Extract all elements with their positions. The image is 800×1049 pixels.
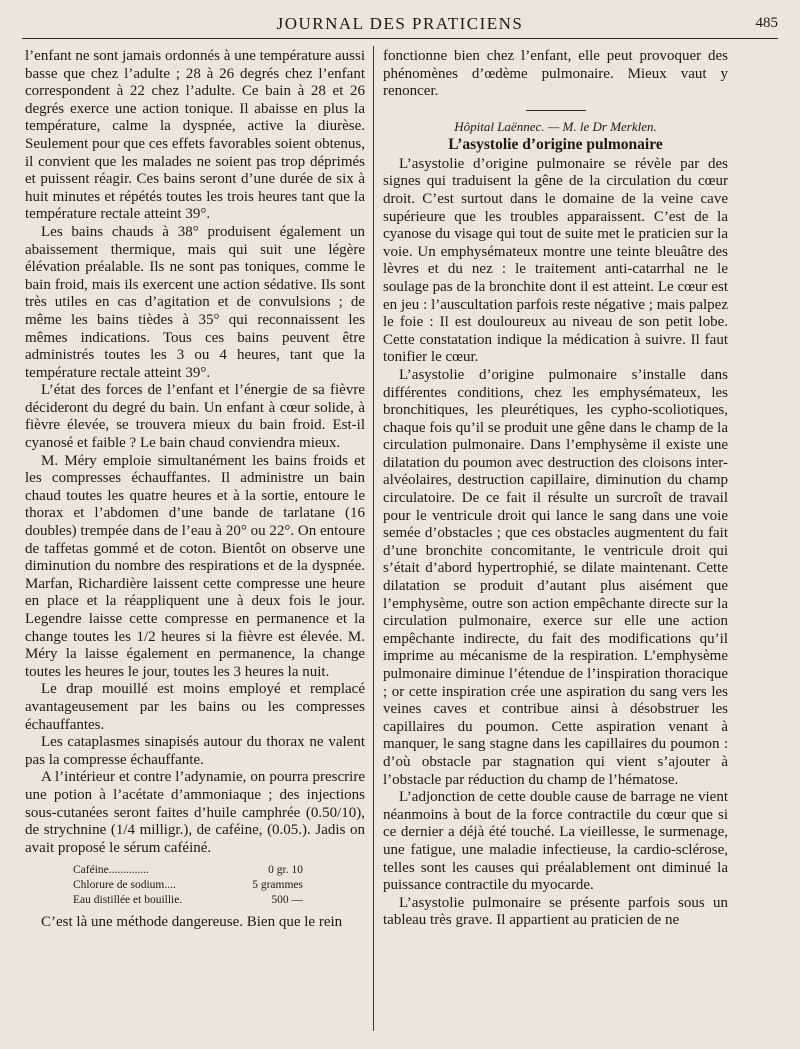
paragraph: Les cataplasmes sinapisés autour du thorax ne valent pas la compresse échauffante. <box>25 734 365 768</box>
right-column <box>383 48 728 930</box>
formula-quantity: 0 gr. 10 <box>268 864 303 877</box>
paragraph: L’asystolie d’origine pulmonaire s’installe dans différentes conditions, chez les emphysémateux, les bronchitiques, les pleurétiques, les cypho-scoliotiques, chaque fois qu’il se produit une gêne dans le champ de la circulation pulmonaire. Dans l’emphysème il existe une dilatation du poumon avec destruction des cloisons inter-alvéolaires, destruction capillaire, diminution du champ circulatoire. De ce fait il résulte un surcroît de travail pour le ventricule droit qui lance le sang dans une voie semée d’obstacles ; que ces obstacles augmentent du fait d’une bronchite concomitante, le ventricule droit qui s’était d’abord hypertrophié, se dilate maintenant. Cette dilatation se produit d’autant plus aisément que l’emphysème, outre son action empêchante directe sur la circulation pulmonaire, exerce sur elle une action empêchante indirecte, du fait des modifications qu’il imprime au mécanisme de la respiration. L’emphysème pulmonaire diminue l’étendue de l’inspiration thoracique ; or cette inspiration crée une aspiration du sang vers les veines caves et contribue ainsi à désobstruer les capillaires du poumon. Cette aspiration venant à manquer, le sang stagne dans les capillaires du poumon : d’où obstacle par stagnation qui vient s’ajouter à l’obstacle par réduction du champ de l’hématose. <box>383 366 728 788</box>
paragraph: M. Méry emploie simultanément les bains froids et les compresses échauffantes. Il administre un bain chaud toutes les quatre heures et à la sortie, entoure le thorax et l’abdomen d’une bande de tarlatane (16 doubles) trempée dans de l’eau à 20° ou 22°. On entoure de taffetas gommé et de coton. Bientôt on observe une diminution du nombre des respirations et de la dyspnée. Marfan, Richardière laissent cette compresse une heure en place et la réappliquent une à deux fois le jour. Legendre laisse cette compresse en permanence et la change toutes les 1/2 heures si la fièvre est élevée. M. Méry la laisse également en permanence, la change toutes les heures le jour, toutes les 3 heures la nuit. <box>25 452 365 680</box>
paragraph: C’est là une méthode dangereuse. Bien que le rein <box>41 914 343 931</box>
page-header <box>22 12 778 39</box>
paragraph: fonctionne bien chez l’enfant, elle peut provoquer des phénomènes d’œdème pulmonaire. Mieux vaut y renoncer. <box>383 48 728 100</box>
left-column <box>25 48 365 932</box>
formula-table <box>73 863 303 908</box>
column-divider <box>373 46 374 1031</box>
section-title: L’asystolie d’origine pulmonaire <box>448 135 663 153</box>
formula-quantity: 5 grammes <box>252 879 303 892</box>
page-number: 485 <box>755 15 778 31</box>
formula-row <box>73 878 303 893</box>
formula-ingredient: Eau distillée et bouillie. <box>73 894 183 907</box>
hospital-line: Hôpital Laënnec. — M. le Dr Merklen. <box>454 118 657 134</box>
formula-row <box>73 863 303 878</box>
paragraph: Le drap mouillé est moins employé et remplacé avantageusement par les bains ou les compresses échauffantes. <box>25 681 365 733</box>
formula-row <box>73 893 303 908</box>
section-separator <box>526 110 586 111</box>
formula-ingredient: Chlorure de sodium.... <box>73 879 176 892</box>
paragraph: L’asystolie d’origine pulmonaire se révèle par des signes qui traduisent la gêne de la circulation du cœur droit. C’est surtout dans le domaine de la veine cave supérieure que les troubles apparaissent. C’est de la cyanose du visage qui tout de suite met le praticien sur la voie. Un emphysémateux montre une teinte bleuâtre des lèvres et du nez : le traitement anti-catarrhal ne le soulage pas de la bronchite dont il est atteint. Le cœur est en jeu : l’auscultation parfois reste négative ; mais palpez le foie : Il est douloureux au niveau de son petit lobe. Cette constatation indique la médication à suivre. Il faut tonifier le cœur. <box>383 155 728 366</box>
paragraph: Les bains chauds à 38° produisent également un abaissement thermique, mais qui suit une légère élévation préalable. Ils ne sont pas toniques, comme le bain froid, mais ils exercent une action sédative. Ils sont très utiles en cas d’agitation et de convulsions ; de même les bains tièdes à 35° qui reconnaissent les mêmes indications. Tous ces bains peuvent être administrés toutes les 3 ou 4 heures, tant que la température rectale atteint 39°. <box>25 223 365 381</box>
formula-ingredient: Caféine.............. <box>73 864 150 877</box>
paragraph: A l’intérieur et contre l’adynamie, on pourra prescrire une potion à l’acétate d’ammoniaque ; des injections sous-cutanées seront faites d’huile camphrée (0.50/10), de strychnine (1/4 milligr.), de caféine, (0.05.). Jadis on avait proposé le sérum caféiné. <box>25 769 365 856</box>
paragraph: L’adjonction de cette double cause de barrage ne vient néanmoins à bout de la force contractile du cœur que si ce dernier a déjà été touché. La vieillesse, le surmenage, une fatigue, une maladie infectieuse, la cardio-sclérose, telles sont les causes qui préalablement ont diminué la puissance contractile du myocarde. <box>383 789 728 894</box>
journal-title: JOURNAL DES PRATICIENS <box>276 14 524 33</box>
paragraph: L’asystolie pulmonaire se présente parfois sous un tableau très grave. Il appartient au praticien de ne <box>383 894 728 929</box>
formula-quantity: 500 — <box>271 894 303 907</box>
paragraph: l’enfant ne sont jamais ordonnés à une température aussi basse que chez l’adulte ; 28 à 26 degrés chez l’enfant correspondent à 22 chez l’adulte. Ce bain à 28 et 26 degrés exerce une action tonique. Il abaisse en plus la température, calme la dyspnée, active la diurèse. Seulement pour que ces effets favorables soient obtenus, il convient que les malades ne soient pas trop déprimés et puissent réagir. Ces bains seront d’une durée de six à huit minutes et répétés toutes les trois heures tant que la température rectale atteint 39°. <box>25 48 365 223</box>
paragraph: L’état des forces de l’enfant et l’énergie de sa fièvre décideront du degré du bain. Un enfant à cœur solide, à fièvre élevée, se trouvera mieux du bain froid. Est-il cyanosé et faible ? Le bain chaud conviendra mieux. <box>25 382 365 452</box>
